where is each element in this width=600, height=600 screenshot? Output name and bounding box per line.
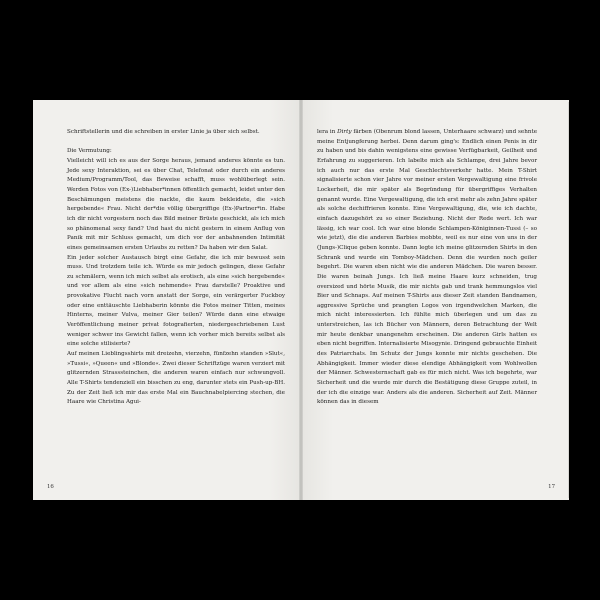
left-paragraph-4: Vielleicht will ich es aus der Sorge heraus, jemand anderes könnte es tun. Jede sexy Interaktion, sei es über Chat, Telefonat oder durch ein anderes Medium/Programm/Tool, das Beweise schafft, muss wohlüberlegt sein. Werden Fotos von (Ex-)Liebhaber*innen öffentlich gemacht, leidet unter den Beschämungen meistens die nackte, die kaum bekleidete, die »sich hergebende« Frau. Nicht der*die völlig übergriffige (Ex-)Partner*in. Habe ich dir nicht vorgestern noch das Bild meiner Brüste geschickt, als ich mich so phänomenal sexy fand? Und hast du nicht gestern in einem Anflug von Panik mit mir Schluss gemacht, um dich vor der anbahnenden Intimität eines gemeinsamen ersten Urlaubs zu retten? Da haben wir den Salat. (67, 157, 285, 251)
left-paragraph-3: Die Vermutung: (67, 148, 112, 155)
left-page (33, 100, 301, 500)
left-paragraph-1: Schriftstellerin und die schreiben in erster Linie ja über sich selbst. (67, 129, 260, 135)
emphasized-word: Dirty (337, 129, 352, 135)
left-paragraph-6: Auf meinen Lieblingsshirts mit dreizehn, vierzehn, fünfzehn standen »Slut«, »Tussi«, »Queen« und »Blonde«. Zwei dieser Schriftzüge waren verziert mit glitzernden Strasssteinchen, die anderen waren einfach nur schwungvoll. Alle T-Shirts tendenziell ein bisschen zu eng, darunter stets ein Push-up-BH. Zu der Zeit ließ ich mir das erste Mal ein Bauchnabelpiercing stechen, die Haare wie Christina Agui- (67, 351, 285, 406)
left-page-text (67, 128, 285, 408)
right-page-text (317, 128, 537, 408)
paragraph-gap (67, 138, 285, 148)
page-number-left: 16 (47, 484, 54, 490)
right-page (301, 100, 569, 500)
right-paragraph-1: lera in Dirty färben (Obenrum blond lassen, Unterhaare schwarz) und sehnte meine Entjungferung herbei. Denn darum ging's: Endlich einen Penis in dir zu haben und bis dahin wenigstens eine gewisse Verfügbarkeit, Geilheit und Erfahrung zu suggerieren. Ich labelte mich als Schlampe, drei Jahre bevor ich auch nur das erste Mal Geschlechtsverkehr hatte. Mein T-Shirt signalisierte schon vier Jahre vor meiner ersten Vergewaltigung eine frivole Lockerheit, die mir später als Begründung für übergriffiges Verhalten genannt wurde. Eine Vergewaltigung, die ich erst mehr als zehn Jahre später als solche dechiffrieren konnte. Eine Vergewaltigung, die, wie ich dachte, einfach dazugehört zu so einer Beziehung. Nicht der Rede wert. Ich war lässig, ich war cool. Ich war eine blonde Schlampen-Königinnen-Tussi (– so wie jetzt), die die anderen Barbies mobbte, weil es nur eine von uns in der (Jungs-)Clique geben konnte. Dann legte ich meine glitzernden Shirts in den Schrank und wurde ein Tomboy-Mädchen. Denn die wurden noch geiler begehrt. Die waren eben nicht wie die anderen Mädchen. Die waren besser. Die waren beinah Jungs. Ich ließ meine Haare kurz schneiden, trug oversized und hörte Musik, die mir nichts gab und trank hemmungslos viel Bier und Schnaps. Auf meinen T-Shirts aus dieser Zeit standen Bandnamen, aggressive Sprüche und prangten Logos von irgendwelchen Marken, die mich nicht interessierten. Ich fühlte mich überlegen und um das zu unterstreichen, las ich Bücher von Männern, deren Betrachtung der Welt mir heute denkbar unangenehm erscheinen. Die anderen Girls hatten es eben nicht begriffen. Internalisierte Misogynie. Dringend gebrauchte Einheit des Patriarchats. Im Schutz der Jungs konnte mir nichts geschehen. Die Abhängigkeit. Immer wieder diese elendige Abhängigkeit vom Wohlwollen der Männer. Schwesternschaft gab es für mich nicht. Was ich begehrte, war Sicherheit und die wurde mir durch die Bestätigung diese Gruppe zuteil, in der ich die einzige war. Anders als die anderen. Sicherheit auf Zeit. Männer können das in diesem (317, 129, 537, 406)
open-book-spread (33, 100, 569, 500)
page-number-right: 17 (548, 484, 555, 490)
left-paragraph-5: Ein jeder solcher Austausch birgt eine Gefahr, die ich mir bewusst sein muss. Und trotzdem teile ich. Würde es mir jedoch gelingen, diese Gefahr zu schmälern, wenn ich mich selbst als erotisch, als eine »sich hergebende« und vor allem als eine »sich nehmende« Frau darstelle? Proaktive und provokative Flucht nach vorn anstatt der Sorge, ein verärgerter Fuckboy oder eine enttäuschte Liebhaberin könnte die Fotos meiner Titten, meines Hinterns, meiner Vulva, meiner Gier teilen? Würde dann eine etwaige Veröffentlichung meiner privat fotografierten, niedergeschriebenen Lust weniger schwer ins Gewicht fallen, wenn ich vorher mich bereits selbst als eine solche stilisierte? (67, 254, 285, 348)
page-edge (568, 102, 569, 498)
book-gutter (299, 100, 303, 500)
